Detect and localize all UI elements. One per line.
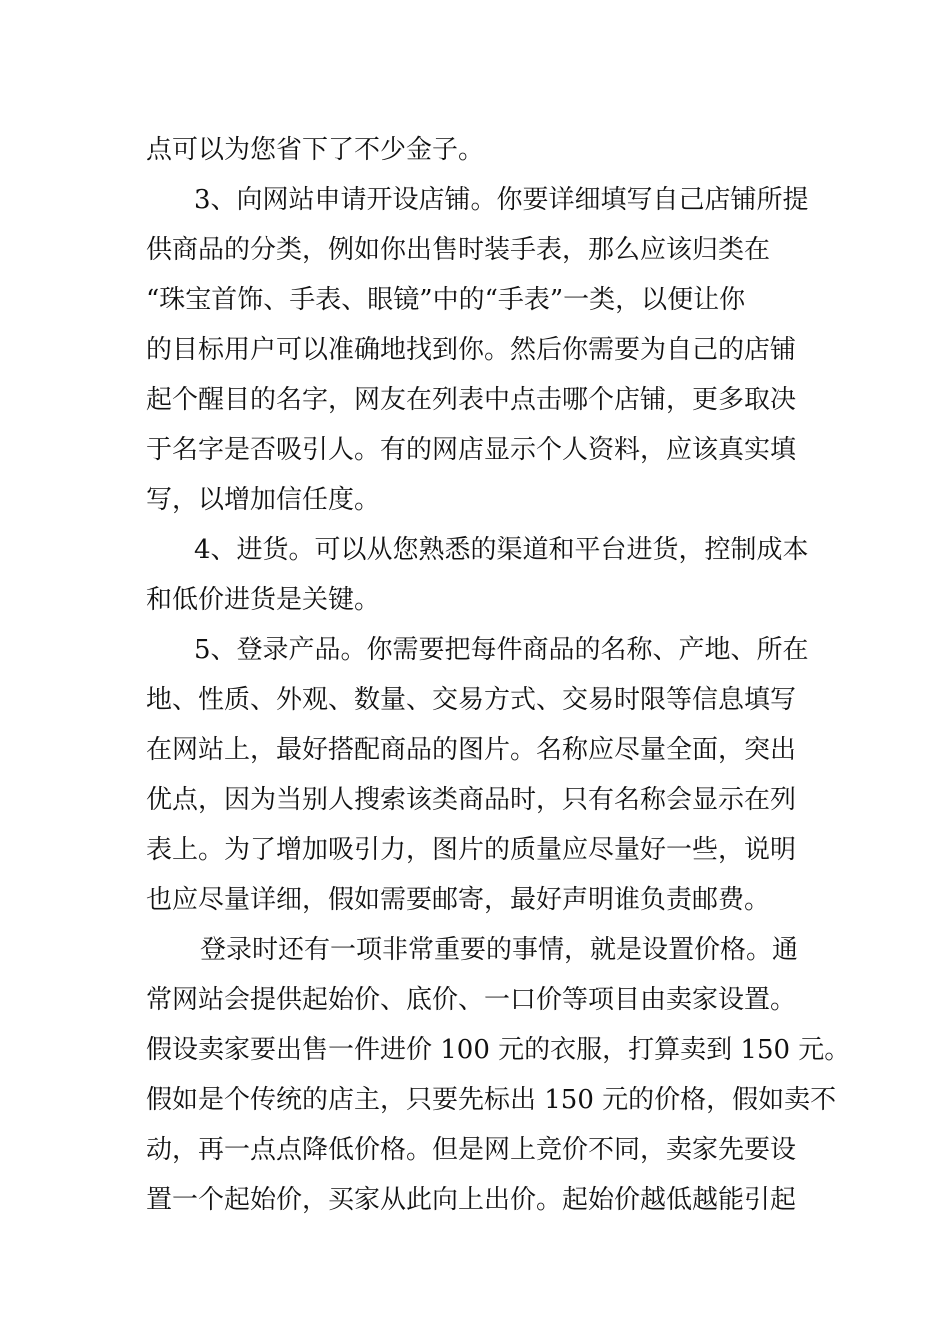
text-line-6: 起个醒目的名字，网友在列表中点击哪个店铺，更多取决 <box>146 385 797 415</box>
text-line-11: 5、登录产品。你需要把每件商品的名称、产地、所在 <box>194 635 809 665</box>
text-line-3: 供商品的分类，例如你出售时装手表，那么应该归类在 <box>146 235 771 265</box>
text-line-5: 的目标用户可以准确地找到你。然后你需要为自己的店铺 <box>146 335 797 365</box>
text-line-20: 假如是个传统的店主，只要先标出 150 元的价格，假如卖不 <box>146 1085 837 1115</box>
text-line-8: 写，以增加信任度。 <box>146 485 381 515</box>
text-line-18: 常网站会提供起始价、底价、一口价等项目由卖家设置。 <box>146 985 797 1015</box>
text-line-13: 在网站上，最好搭配商品的图片。名称应尽量全面，突出 <box>146 735 797 765</box>
text-line-19: 假设卖家要出售一件进价 100 元的衣服，打算卖到 150 元。 <box>146 1035 851 1065</box>
text-line-17: 登录时还有一项非常重要的事情，就是设置价格。通 <box>200 935 799 965</box>
text-line-2: 3、向网站申请开设店铺。你要详细填写自己店铺所提 <box>194 185 809 215</box>
text-line-14: 优点，因为当别人搜索该类商品时，只有名称会显示在列 <box>146 785 797 815</box>
text-line-4: “珠宝首饰、手表、眼镜”中的“手表”一类，以便让你 <box>146 285 746 315</box>
text-line-7: 于名字是否吸引人。有的网店显示个人资料，应该真实填 <box>146 435 797 465</box>
text-line-12: 地、性质、外观、数量、交易方式、交易时限等信息填写 <box>146 685 797 715</box>
text-line-15: 表上。为了增加吸引力，图片的质量应尽量好一些，说明 <box>146 835 797 865</box>
text-line-10: 和低价进货是关键。 <box>146 585 381 615</box>
text-line-1: 点可以为您省下了不少金子。 <box>146 135 485 165</box>
text-line-22: 置一个起始价，买家从此向上出价。起始价越低越能引起 <box>146 1185 797 1215</box>
text-line-21: 动，再一点点降低价格。但是网上竞价不同，卖家先要设 <box>146 1135 797 1165</box>
text-line-16: 也应尽量详细，假如需要邮寄，最好声明谁负责邮费。 <box>146 885 771 915</box>
text-line-9: 4、进货。可以从您熟悉的渠道和平台进货，控制成本 <box>194 535 809 565</box>
